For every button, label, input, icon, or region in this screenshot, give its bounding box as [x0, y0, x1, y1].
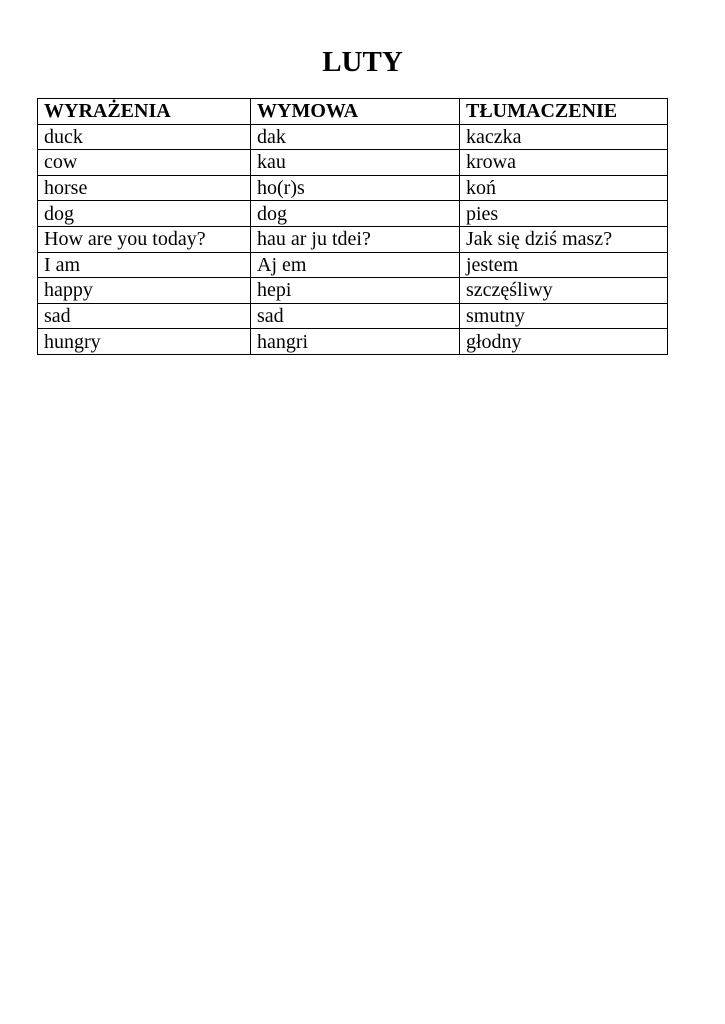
translation-cell: kaczka — [460, 124, 668, 150]
translation-cell: jestem — [460, 252, 668, 278]
header-expressions: WYRAŻENIA — [38, 99, 251, 125]
pronunciation-cell: dak — [251, 124, 460, 150]
table-header-row — [38, 99, 668, 125]
expression-cell: happy — [38, 278, 251, 304]
pronunciation-cell: hangri — [251, 329, 460, 355]
expression-cell: horse — [38, 175, 251, 201]
header-translation: TŁUMACZENIE — [460, 99, 668, 125]
expression-cell: sad — [38, 303, 251, 329]
table-row — [38, 278, 668, 304]
translation-cell: szczęśliwy — [460, 278, 668, 304]
vocabulary-table — [37, 98, 668, 355]
translation-cell: smutny — [460, 303, 668, 329]
pronunciation-cell: ho(r)s — [251, 175, 460, 201]
expression-cell: I am — [38, 252, 251, 278]
table-row — [38, 175, 668, 201]
table-row — [38, 252, 668, 278]
table-row — [38, 303, 668, 329]
expression-cell: duck — [38, 124, 251, 150]
pronunciation-cell: Aj em — [251, 252, 460, 278]
translation-cell: głodny — [460, 329, 668, 355]
table-row — [38, 124, 668, 150]
pronunciation-cell: hau ar ju tdei? — [251, 226, 460, 252]
expression-cell: hungry — [38, 329, 251, 355]
table-row — [38, 150, 668, 176]
table-row — [38, 226, 668, 252]
table-row — [38, 329, 668, 355]
pronunciation-cell: kau — [251, 150, 460, 176]
table-row — [38, 201, 668, 227]
header-pronunciation: WYMOWA — [251, 99, 460, 125]
page-title: LUTY — [322, 46, 403, 78]
expression-cell: How are you today? — [38, 226, 251, 252]
pronunciation-cell: hepi — [251, 278, 460, 304]
expression-cell: cow — [38, 150, 251, 176]
translation-cell: pies — [460, 201, 668, 227]
pronunciation-cell: sad — [251, 303, 460, 329]
translation-cell: Jak się dziś masz? — [460, 226, 668, 252]
translation-cell: krowa — [460, 150, 668, 176]
expression-cell: dog — [38, 201, 251, 227]
translation-cell: koń — [460, 175, 668, 201]
pronunciation-cell: dog — [251, 201, 460, 227]
